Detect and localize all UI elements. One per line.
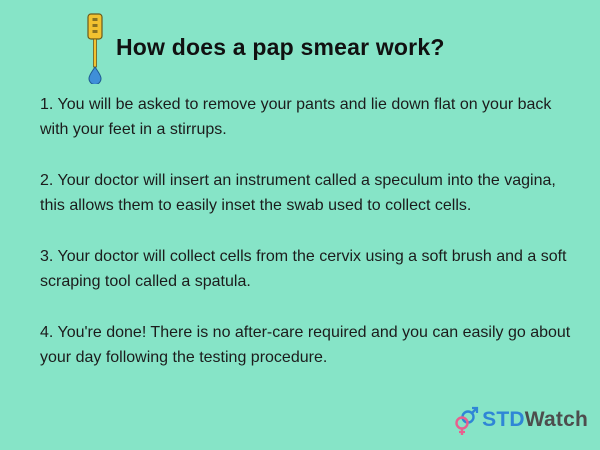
step-item: 1. You will be asked to remove your pants and lie down flat on your back with your feet in a stirrups. xyxy=(40,96,552,138)
step-item: 3. Your doctor will collect cells from the cervix using a soft brush and a soft scraping tool called a spatula. xyxy=(40,248,567,290)
logo-text xyxy=(482,408,588,432)
step-item: 4. You're done! There is no after-care required and you can easily go about your day following the testing procedure. xyxy=(40,324,571,366)
spatula-swab-icon xyxy=(84,12,108,84)
logo-watch-text: Watch xyxy=(524,408,588,431)
gender-symbols-icon xyxy=(453,404,479,436)
header xyxy=(84,12,584,84)
logo-std-text: STD xyxy=(482,408,525,431)
steps-list xyxy=(40,92,580,396)
stdwatch-logo xyxy=(453,404,588,436)
page-title: How does a pap smear work? xyxy=(116,34,445,60)
step-item: 2. Your doctor will insert an instrument called a speculum into the vagina, this allows them to easily inset the swab used to collect cells. xyxy=(40,172,556,214)
